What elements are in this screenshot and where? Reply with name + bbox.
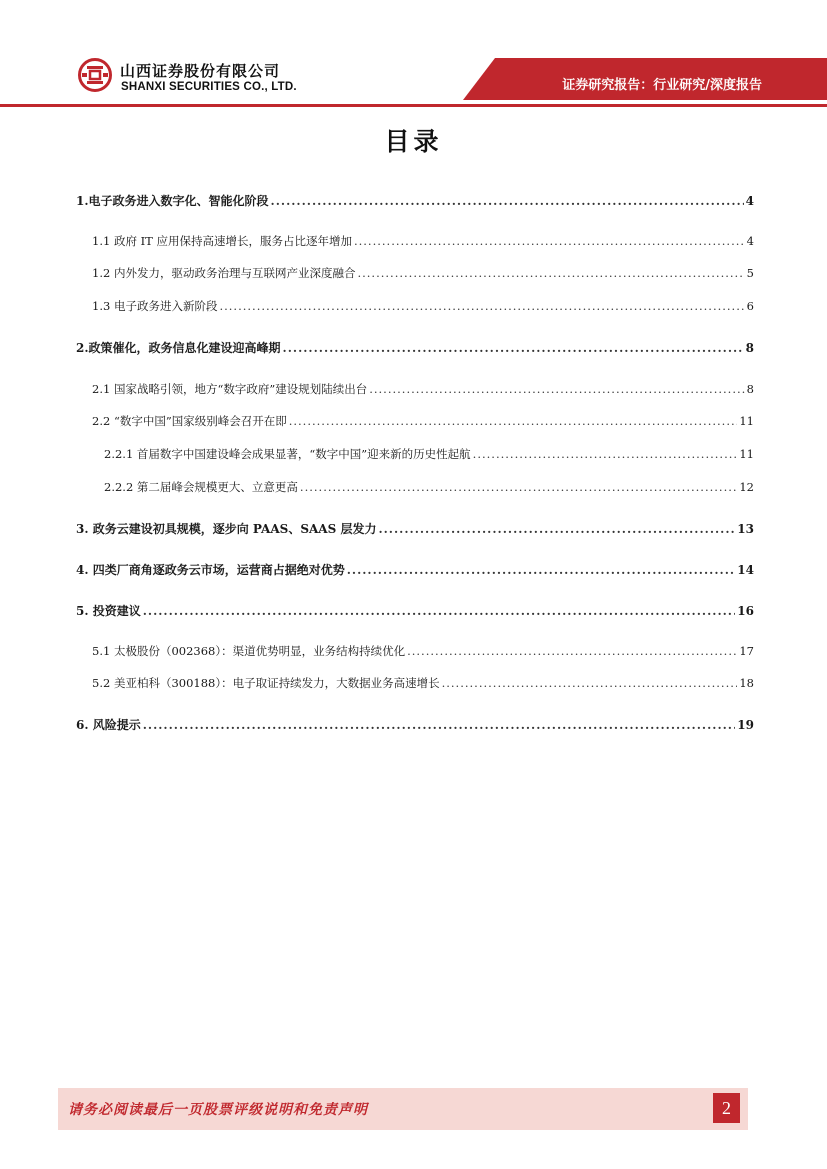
toc-entry-page: 4 <box>745 194 754 208</box>
toc-leader-dots <box>357 266 744 280</box>
toc-entry-label: 2.2 “数字中国”国家级别峰会召开在即 <box>92 414 287 428</box>
toc-entry[interactable] <box>92 381 754 401</box>
toc-leader-dots <box>271 194 744 208</box>
toc-entry-label: 6. 风险提示 <box>76 718 141 732</box>
toc-entry-page: 14 <box>737 563 754 577</box>
toc-entry-label: 2.2.1 首届数字中国建设峰会成果显著，“数字中国”迎来新的历史性起航 <box>104 447 471 461</box>
toc-leader-dots <box>369 382 744 396</box>
toc-entry-page: 18 <box>739 676 754 690</box>
toc-entry[interactable] <box>76 602 754 622</box>
footer-disclaimer: 请务必阅读最后一页股票评级说明和免责声明 <box>68 1102 368 1118</box>
toc-entry-page: 8 <box>745 341 754 355</box>
toc-entry-page: 6 <box>746 299 754 313</box>
toc-entry-label: 2.1 国家战略引领，地方“数字政府”建设规划陆续出台 <box>92 382 368 396</box>
company-logo-icon <box>78 58 112 92</box>
toc-entry-label: 4. 四类厂商角逐政务云市场，运营商占据绝对优势 <box>76 563 345 577</box>
toc-entry-label: 2.政策催化，政务信息化建设迎高峰期 <box>76 341 281 355</box>
toc-leader-dots <box>289 414 738 428</box>
toc-entry-label: 1.3 电子政务进入新阶段 <box>92 299 218 313</box>
toc-entry[interactable] <box>92 233 754 253</box>
toc-entry-page: 17 <box>739 644 754 658</box>
toc-entry-label: 1.1 政府 IT 应用保持高速增长，服务占比逐年增加 <box>92 234 352 248</box>
toc-entry-page: 11 <box>739 447 754 461</box>
toc-entry-page: 12 <box>739 480 754 494</box>
toc-entry-page: 5 <box>746 266 754 280</box>
toc-leader-dots <box>283 341 744 355</box>
toc-leader-dots <box>347 563 736 577</box>
toc-entry-page: 8 <box>746 382 754 396</box>
toc-leader-dots <box>378 522 735 536</box>
toc-entry-label: 1.2 内外发力，驱动政务治理与互联网产业深度融合 <box>92 266 356 280</box>
report-type: 证券研究报告：行业研究/深度报告 <box>562 78 762 93</box>
toc-entry[interactable] <box>76 339 754 359</box>
toc-leader-dots <box>219 299 744 313</box>
toc-entry-label: 1.电子政务进入数字化、智能化阶段 <box>76 194 269 208</box>
toc-entry-page: 19 <box>737 718 754 732</box>
toc-entry-page: 13 <box>737 522 754 536</box>
toc-leader-dots <box>442 676 738 690</box>
company-name-en: SHANXI SECURITIES CO., LTD. <box>121 81 297 93</box>
toc-entry-label: 5.2 美亚柏科（300188）：电子取证持续发力，大数据业务高速增长 <box>92 676 440 690</box>
toc-entry[interactable] <box>104 446 754 466</box>
toc-entry-page: 16 <box>737 604 754 618</box>
toc-leader-dots <box>300 480 737 494</box>
toc-entry[interactable] <box>76 561 754 581</box>
toc-entry[interactable] <box>92 298 754 318</box>
header-banner <box>0 0 827 110</box>
toc-entry[interactable] <box>104 479 754 499</box>
toc-entry[interactable] <box>92 413 754 433</box>
toc-leader-dots <box>354 234 745 248</box>
toc-entry[interactable] <box>92 643 754 663</box>
toc-entry-label: 2.2.2 第二届峰会规模更大、立意更高 <box>104 480 298 494</box>
toc-leader-dots <box>473 447 738 461</box>
toc-entry-label: 3. 政务云建设初具规模，逐步向 PAAS、SAAS 层发力 <box>76 522 377 536</box>
company-name-cn: 山西证券股份有限公司 <box>120 62 281 80</box>
toc-entry-label: 5. 投资建议 <box>76 604 141 618</box>
toc-leader-dots <box>143 718 736 732</box>
toc-leader-dots <box>407 644 737 658</box>
toc-entry-label: 5.1 太极股份（002368）：渠道优势明显，业务结构持续优化 <box>92 644 406 658</box>
toc-entry[interactable] <box>76 716 754 736</box>
toc-entry[interactable] <box>92 265 754 285</box>
page-title: 目录 <box>384 127 443 156</box>
toc-entry-page: 11 <box>739 414 754 428</box>
toc-entry-page: 4 <box>746 234 754 248</box>
toc-leader-dots <box>143 604 736 618</box>
toc-entry[interactable] <box>76 192 754 212</box>
page-number: 2 <box>713 1093 740 1123</box>
page-header <box>0 0 827 110</box>
toc-entry[interactable] <box>92 675 754 695</box>
toc-entry[interactable] <box>76 520 754 540</box>
